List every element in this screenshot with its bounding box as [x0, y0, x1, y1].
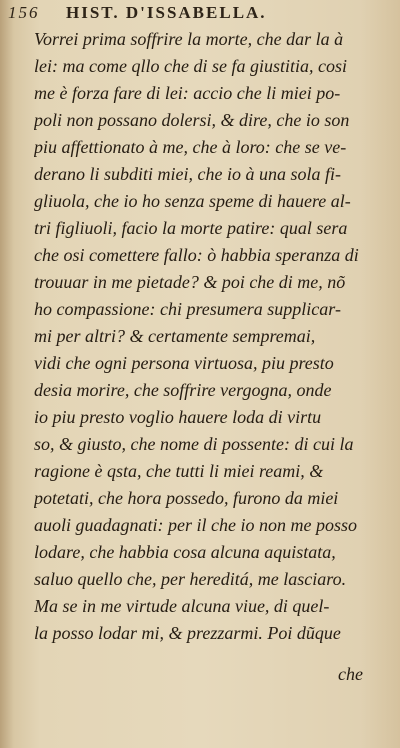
catchword: che: [338, 664, 363, 684]
text-line: saluo quello che, per hereditá, me lasciaro.: [34, 569, 347, 589]
text-line: trouuar in me pietade? & poi che di me, nõ: [34, 272, 346, 292]
text-line: poli non possano dolersi, & dire, che io son: [34, 110, 350, 130]
page-number: 156: [8, 3, 40, 22]
text-line: piu affettionato à me, che à loro: che se ve-: [34, 137, 347, 157]
text-line: Vorrei prima soffrire la morte, che dar la à: [34, 29, 344, 49]
text-line: la posso lodar mi, & prezzarmi. Poi dũque: [34, 623, 341, 643]
text-line: vidi che ogni persona virtuosa, piu presto: [34, 353, 334, 373]
text-line: desia morire, che soffrire vergogna, onde: [34, 380, 332, 400]
text-line: io piu presto voglio hauere loda di virtu: [34, 407, 322, 427]
text-line: gliuola, che io ho senza speme di hauere al-: [34, 191, 351, 211]
running-title: HIST. D'ISSABELLA.: [66, 3, 267, 22]
text-line: tri figliuoli, facio la morte patire: qual sera: [34, 218, 348, 238]
text-line: mi per altri? & certamente sempremai,: [34, 326, 316, 346]
text-line: ho compassione: chi presumera supplicar-: [34, 299, 341, 319]
body-text: [34, 26, 364, 647]
text-line: che osi comettere fallo: ò habbia speranza di: [34, 245, 359, 265]
text-line: so, & giusto, che nome di possente: di cui la: [34, 434, 354, 454]
text-line: potetati, che hora possedo, furono da miei: [34, 488, 339, 508]
text-line: derano li subditi miei, che io à una sola fi-: [34, 164, 341, 184]
text-line: me è forza fare di lei: accio che li miei po-: [34, 83, 341, 103]
text-line: auoli guadagnati: per il che io non me posso: [34, 515, 357, 535]
page-header: [8, 3, 388, 25]
text-line: lei: ma come qllo che di se fa giustitia, cosi: [34, 56, 347, 76]
text-line: Ma se in me virtude alcuna viue, di quel-: [34, 596, 330, 616]
text-line: ragione è qsta, che tutti li miei reami, &: [34, 461, 324, 481]
text-line: lodare, che habbia cosa alcuna aquistata,: [34, 542, 336, 562]
